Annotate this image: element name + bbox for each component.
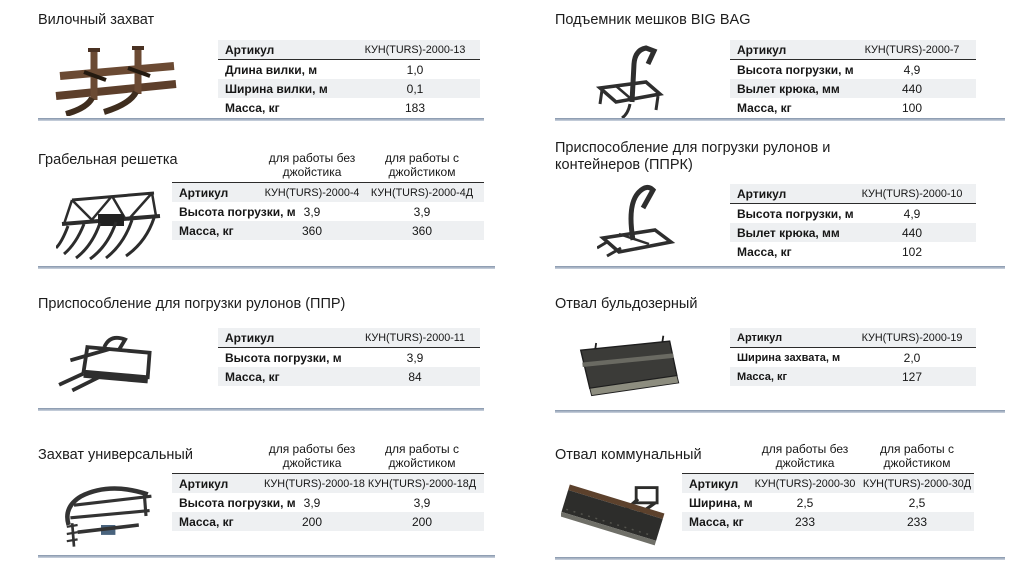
spec-label: Артикул [225,330,275,345]
section-divider [555,557,1005,560]
spec-label: Масса, кг [737,100,792,115]
universal-grip-image [54,480,166,552]
section-divider [38,266,495,269]
table-row [172,493,484,512]
table-row [730,328,976,348]
spec-value: КУН(TURS)-2000-18Д [367,477,477,490]
spec-label: Масса, кг [225,100,280,115]
rake-grid-image [56,188,164,260]
spec-label: Артикул [179,476,229,491]
spec-label: Масса, кг [179,223,234,238]
spec-table [730,328,976,386]
section-bale-loader [38,296,484,410]
table-row [218,40,480,60]
spec-label: Вылет крюка, мм [737,81,840,96]
table-row [172,512,484,531]
spec-value: КУН(TURS)-2000-30Д [862,477,972,490]
section-title: Вилочный захват [38,12,155,28]
section-title: Приспособление для погрузки рулонов (ППР) [38,296,346,312]
spec-value: КУН(TURS)-2000-13 [364,43,466,56]
spec-value: 360 [411,223,433,238]
spec-value: 4,9 [903,206,921,221]
section-rake-grid [38,143,495,269]
section-divider [555,118,1005,121]
spec-table [172,151,484,240]
bulldozer-blade-image [568,335,686,409]
spec-label: Высота погрузки, м [179,495,296,510]
spec-value: 3,9 [303,204,321,219]
big-bag-lifter-image [590,42,682,122]
spec-value: 2,5 [908,495,926,510]
joystick-header-row [682,442,974,474]
table-row [730,98,976,117]
spec-label: Масса, кг [179,514,234,529]
section-divider [38,555,495,558]
column-header-with-joystick: для работы с джойстиком [385,442,459,470]
spec-value: 233 [794,514,816,529]
section-universal-grip [38,436,495,558]
spec-label: Артикул [179,185,229,200]
section-fork-grip [38,12,484,122]
table-row [730,348,976,367]
column-header-with-joystick: для работы с джойстиком [880,442,954,470]
spec-value: 440 [901,225,923,240]
table-row [682,474,974,493]
table-row [730,184,976,204]
section-title: Грабельная решетка [38,152,178,168]
section-divider [555,410,1005,413]
spec-label: Длина вилки, м [225,62,318,77]
table-row [730,242,976,261]
table-row [218,367,480,386]
table-row [218,60,480,79]
section-divider [38,408,484,411]
spec-label: Артикул [689,476,739,491]
spec-label: Высота погрузки, м [179,204,296,219]
spec-value: КУН(TURS)-2000-7 [864,43,960,56]
spec-value: 100 [901,100,923,115]
table-row [730,40,976,60]
table-row [172,202,484,221]
table-row [730,367,976,386]
spec-table [730,184,976,261]
spec-value: 3,9 [413,204,431,219]
spec-value: 3,9 [413,495,431,510]
spec-label: Артикул [737,186,787,201]
section-municipal-blade [555,436,1005,560]
section-big-bag-lifter [555,12,1005,122]
spec-value: 2,5 [796,495,814,510]
joystick-header-row [172,442,484,474]
section-divider [38,118,484,121]
spec-value: 200 [411,514,433,529]
spec-value: 127 [901,369,923,384]
table-row [218,79,480,98]
spec-label: Артикул [737,42,787,57]
spec-label: Высота погрузки, м [737,62,854,77]
table-row [218,98,480,117]
spec-label: Ширина вилки, м [225,81,328,96]
spec-value: КУН(TURS)-2000-18 [264,477,365,490]
column-header-without-joystick: для работы без джойстика [268,442,356,470]
spec-label: Высота погрузки, м [225,350,342,365]
spec-value: 440 [901,81,923,96]
table-row [172,183,484,202]
bale-loader-image [52,332,168,398]
section-title: Захват универсальный [38,447,193,463]
spec-label: Ширина захвата, м [737,351,841,364]
table-row [730,60,976,79]
spec-value: 233 [906,514,928,529]
spec-table [682,442,974,531]
spec-table [218,40,480,117]
spec-value: 183 [404,100,426,115]
section-bale-container-loader [555,140,1005,270]
table-row [218,328,480,348]
spec-value: 200 [301,514,323,529]
spec-label: Масса, кг [737,244,792,259]
joystick-header-row [172,151,484,183]
spec-label: Ширина, м [689,495,753,510]
spec-value: 1,0 [406,62,424,77]
spec-label: Артикул [737,331,783,344]
bale-container-loader-image [597,182,685,264]
table-row [730,223,976,242]
spec-value: 3,9 [406,350,424,365]
spec-value: 3,9 [303,495,321,510]
table-row [172,221,484,240]
table-row [218,348,480,367]
spec-value: КУН(TURS)-2000-11 [364,331,466,344]
table-row [682,493,974,512]
spec-value: КУН(TURS)-2000-30 [754,477,856,490]
spec-value: 102 [901,244,923,259]
spec-label: Артикул [225,42,275,57]
spec-value: 0,1 [406,81,424,96]
section-divider [555,266,1005,269]
section-title: Подъемник мешков BIG BAG [555,12,751,28]
table-row [682,512,974,531]
table-row [730,204,976,223]
section-title: Отвал коммунальный [555,447,702,463]
section-bulldozer-blade [555,296,1005,412]
spec-value: КУН(TURS)-2000-19 [861,331,963,344]
spec-label: Масса, кг [689,514,744,529]
section-title: Отвал бульдозерный [555,296,698,312]
section-title: Приспособление для погрузки рулонов и контейнеров (ППРК) [555,140,831,173]
column-header-without-joystick: для работы без джойстика [268,151,356,179]
spec-label: Масса, кг [225,369,280,384]
spec-value: КУН(TURS)-2000-4 [264,186,360,199]
column-header-with-joystick: для работы с джойстиком [385,151,459,179]
spec-value: 4,9 [903,62,921,77]
fork-grip-image [54,42,180,116]
spec-table [218,328,480,386]
spec-label: Масса, кг [737,370,788,383]
table-row [172,474,484,493]
municipal-blade-image [561,480,679,558]
spec-value: КУН(TURS)-2000-4Д [370,186,474,199]
spec-table [730,40,976,117]
column-header-without-joystick: для работы без джойстика [761,442,849,470]
spec-value: КУН(TURS)-2000-10 [861,187,963,200]
spec-value: 2,0 [903,350,921,365]
table-row [730,79,976,98]
spec-value: 360 [301,223,323,238]
spec-value: 84 [408,369,422,384]
spec-table [172,442,484,531]
spec-label: Вылет крюка, мм [737,225,840,240]
spec-label: Высота погрузки, м [737,206,854,221]
